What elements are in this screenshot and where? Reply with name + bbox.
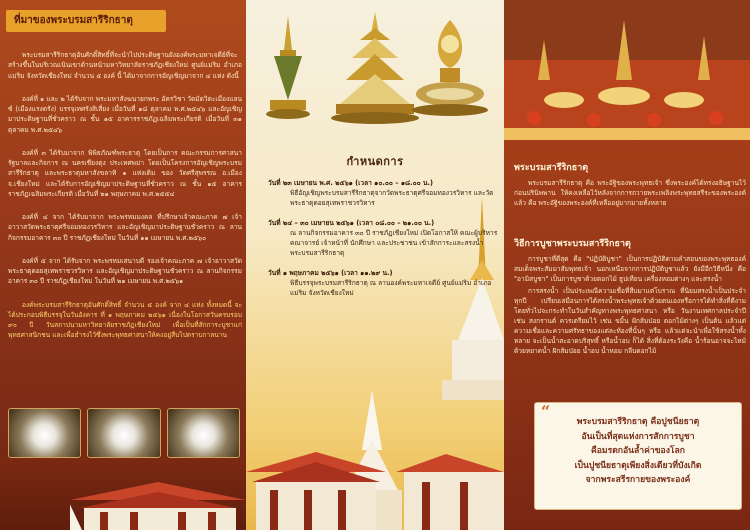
schedule-item [268,218,500,258]
origin-paragraph: องค์ที่ ๓ ได้รับมาจาก พิพิธภัณฑ์พระธาตุ โดยเป็นการ คณะกรรมการศาสนา รัฐบาลและกิจการ ณ นครเชียงตุง ประเทศพม่า โดยเป็นโครงการอัญเชิญพระบรมสารีริกธาตุ และพระธาตุมหาสังขลาทิ ๑ แห่งเดิม ของ วัดศรีสุพรรณ อ.เมือง จ.เชียงใหม่ และได้รับการอัญเชิญมาประดิษฐานที่ชั่วคราว ณ ชั้น ๑๕ อาคารราชภัฏเฉลิมพระเกียรติ เมื่อวันที่ ๒๑ พฤษภาคม พ.ศ.๒๕๕๔ [8,149,242,198]
temple-hall-image [0,458,246,530]
right-panel [504,0,750,530]
schedule-desc: พิธีบรรจุพระบรมสารีริกธาตุ ณ ลานองค์พระมหาเจดีย์ ศูนย์แม่ริม อำเภอแม่ริม จังหวัดเชียงใหม่ [290,279,492,297]
worship-paragraph: การสรงน้ำ เป็นประเพณีความเชื่อที่สืบมาแต่โบราณ ที่นิยมสรงน้ำเป็นประจำทุกปี เปรียบเสมือนการได้สรงน้ำพระพุทธเจ้าด้วยตนเองหรือการได้ทำสิ่งที่ดีงาม โดยทั่วไปจะกระทำในวันสำคัญทางพระพุทธศาสนา หรือ วันงานเทศกาลประจำปี เช่น สงกรานต์ ควรเตรียมไว้ เช่น ขมิ้น ฝักส้มป่อย ดอกไม้ต่างๆ เป็นต้น แล้วแต่ความเชื่อและความศรัทธาของแต่ละท้องที่นั้นๆ หรือ แล้วแต่จะนำเพื่อใช้สรงน้ำทั้งหลาย จะเป็นน้ำสะอาดบริสุทธิ์ หรือน้ำอบ ก็ได้ สิ่งที่ต้องระวังคือ น้ำร้อนอาจจะไหม้ ด้วยหยาดน้ำ ฝักส้มป่อย น้ำอบ น้ำหอม กลีบดอกไม้ [514,287,746,355]
quote-mark-icon: “ [541,402,551,421]
worship-paragraph: การบูชาที่ดีสุด คือ "ปฏิบัติบูชา" เป็นการปฏิบัติตามคำสอนของพระพุทธองค์ สมเด็จพระสัมมาสัมพุทธเจ้า นอกเหนือจากการปฏิบัติบูชาแล้ว ยังมีอีกวิธีหนึ่ง คือ "อามิสบูชา" เป็นการบูชาด้วยดอกไม้ ธูปเทียน เครื่องหอมต่างๆ และสรงน้ำ [514,255,746,283]
schedule-list [268,178,500,308]
quote-line: อันเป็นที่สุดแห่งการสักการบูชา [581,431,695,442]
relic-origin-text [8,40,242,354]
relic-photo [167,408,240,458]
schedule-item [268,268,500,298]
origin-paragraph: พระบรมสารีริกธาตุอันศักดิ์สิทธิ์ที่จะนำไปประดิษฐานยังองค์พระมหาเจดีย์ที่จะสร้างขึ้นในบริเวณเนินเขาด้านหน้ามหาวิทยาลัยราชภัฏเชียงใหม่ ศูนย์แม่ริม อำเภอแม่ริม จังหวัดเชียงใหม่ จำนวน ๕ องค์ นี้ ได้มาจากการอัญเชิญมาจาก ๔ แห่ง ดังนี้ [8,51,242,80]
left-header: ที่มาของพระบรมสารีริกธาตุ [6,10,166,32]
worship-method-text [514,254,746,358]
altar-photo [504,0,750,140]
worship-method-heading: วิธีการบูชาพระบรมสารีริกธาตุ [514,239,631,249]
relic-photo [8,408,81,458]
middle-panel [246,0,504,530]
relic-reliquaries-image [260,10,490,130]
reliquary-icon [331,12,419,124]
schedule-desc: ณ ลานกิจกรรมอาคาร ๓๐ ปี ราชภัฏเชียงใหม่ เปิดโอกาสให้ คณะผู้บริหาร คณาจารย์ เจ้าหน้าที่ นักศึกษา และประชาชน เข้าสักการะและสรงน้ำพระบรมสารีริกธาตุ [290,229,498,257]
relic-photo [87,408,160,458]
schedule-title: กำหนดการ [346,155,404,168]
quote-box [534,402,742,510]
schedule-date: วันที่ ๒๔ – ๓๐ เมษายน ๒๕๖๑ (เวลา ๐๘.๐๐ – ๒๑.๐๐ น.) [268,219,435,227]
schedule-desc: พิธีอัญเชิญพระบรมสารีริกธาตุจากวัดพระธาตุศรีจอมทองวรวิหาร และวัดพระธาตุดอยสุเทพราชวรวิหาร [290,189,494,207]
origin-paragraph: องค์ที่ ๕ จาก ได้รับจาก พระพรหมเสนาบดี รองเจ้าคณะภาค ๗ เจ้าอาวาสวัดพระธาตุดอยสุเทพราชวรวิหาร และอัญเชิญมาประดิษฐานชั่วคราว ณ ลานกิจกรรมอาคาร ๓๐ ปี ราชภัฏเชียงใหม่ ในวันที่ ๒๑ เมษายน พ.ศ.๒๕๖๑ [8,257,242,286]
reliquary-icon [412,20,488,116]
quote-line: จากพระสรีรกายของพระองค์ [585,475,691,486]
origin-paragraph: องค์ที่ ๔ จาก ได้รับมาจาก พระพรหมมงคล ที่ปรึกษาเจ้าคณะภาค ๗ เจ้าอาวาสวัดพระธาตุศรีจอมทองวรวิหาร และอัญเชิญมาประดิษฐานชั่วคราว ณ ลานกิจกรรมอาคาร ๓๐ ปี ราชภัฏเชียงใหม่ ในวันที่ ๑๑ เมษายน พ.ศ.๒๕๖๐ [8,213,242,242]
temple-hall-illustration [70,478,246,530]
origin-paragraph: องค์ที่ ๑ และ ๒ ได้รับจาก พระมหาสังฆนายกพระ อัครวิชา วัดมัดวิตะเมืองแลนซ์ (เมืองแรงตรัง) บรรจุเทศรังสิเสี่ยง เมื่อวันที่ ๑๘ ตุลาคม พ.ศ.๒๕๔๖ และอัญเชิญมาประดิษฐานที่ชั่วคราว ณ ชั้น ๑๕ อาคารราชภัฏเฉลิมพระเกียรติ เมื่อวันที่ ๓๑ ตุลาคม พ.ศ.๒๕๔๖ [8,95,242,134]
reliquary-icon [266,16,310,119]
quote-line: พระบรมสารีริกธาตุ คือปูชนียธาตุ [576,417,700,427]
relic-definition-heading: พระบรมสารีริกธาตุ [514,163,589,173]
relic-photos [8,408,240,458]
origin-paragraph-highlight: องค์พระบรมสารีริกธาตุอันศักดิ์สิทธิ์ จำนวน ๕ องค์ จาก ๔ แห่ง ทั้งหมดนี้ จะได้ประกอบพิธีบรรจุในวันอังคาร ที่ ๑ พฤษภาคม ๒๕๖๑ เนื่องในโอกาสวันครบรอบ ๙๐ ปี วันสถาปนามหาวิทยาลัยราชภัฏเชียงใหม่ เพื่อเป็นที่สักการะบูชาแก่พุทธศาสนิกชน และเพื่อธำรงไว้ซึ่งพระพุทธศาสนาให้คงอยู่สืบไปตราบกาลนาน [8,300,242,340]
schedule-item [268,178,500,208]
quote-line: คือมรดกอันล้ำค่าของโลก [591,446,685,457]
schedule-date: วันที่ ๒๓ เมษายน พ.ศ. ๒๕๖๑ (เวลา ๑๐.๐๐ – ๑๘.๐๐ น.) [268,179,433,187]
left-panel [0,0,246,530]
relic-definition-text: พระบรมสารีริกธาตุ คือ พระอัฐิของพระพุทธเจ้า ซึ่งพระองค์ได้ทรงอธิษฐานไว้ก่อนปรินิพพาน ให้คงเหลือไว้หลังจากการถวายพระเพลิงพระพุทธสรีระของพระองค์แล้ว คือ พระอัฐิของพระองค์ที่เหลืออยู่มากมายทั้งหลาย [514,179,746,207]
quote-line: เป็นปูชนียธาตุเพียงสิ่งเดียวที่บังเกิด [574,460,702,471]
schedule-date: วันที่ ๑ พฤษภาคม ๒๕๖๑ (เวลา ๑๑.๒๙ น.) [268,269,393,277]
